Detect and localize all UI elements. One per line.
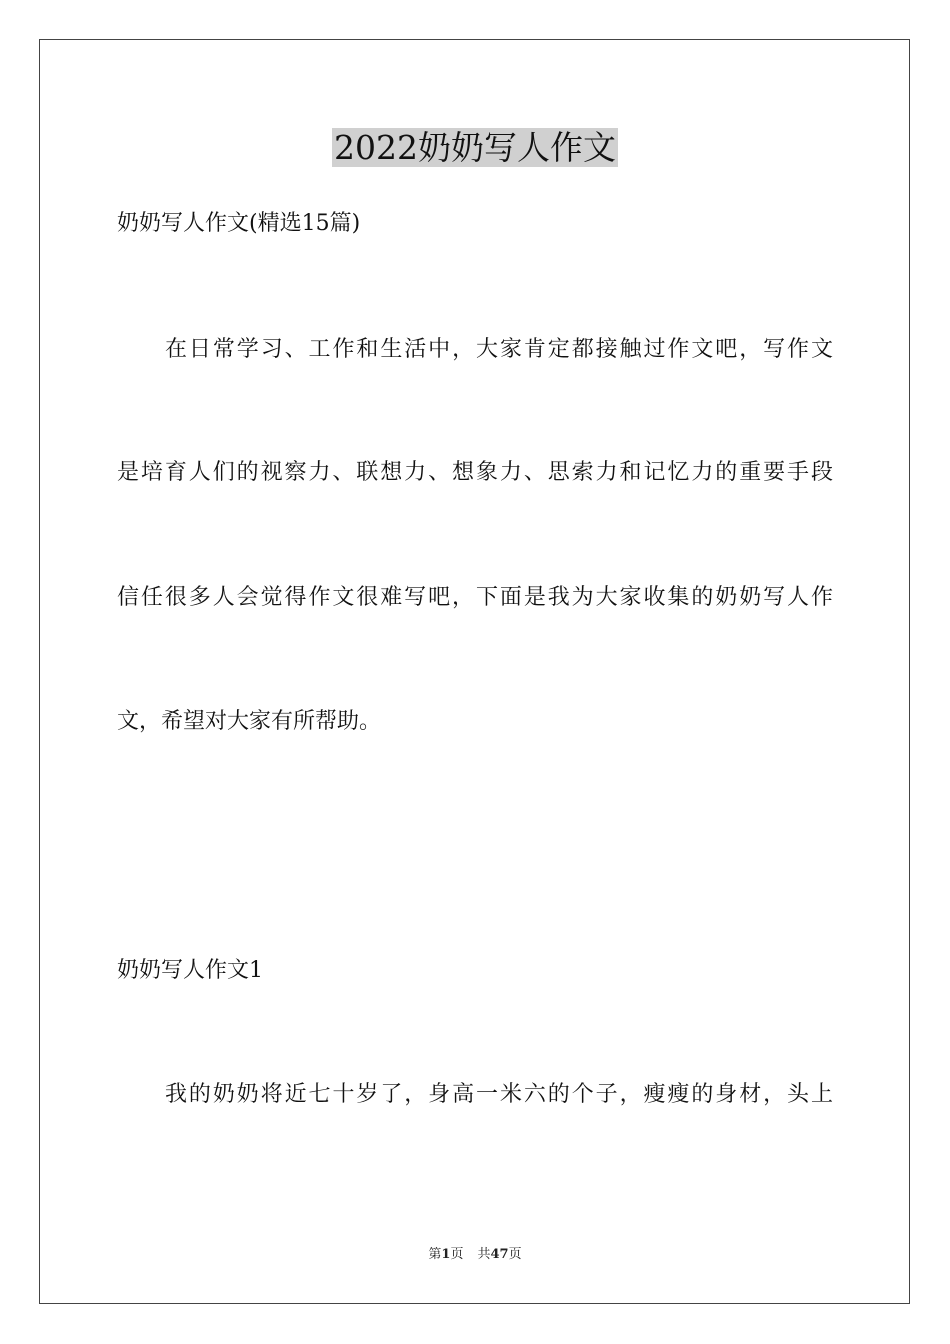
section-paragraph-line-1: 我的奶奶将近七十岁了，身高一米六的个子，瘦瘦的身材，头上 [165, 1082, 833, 1107]
intro-line-1: 在日常学习、工作和生活中，大家肯定都接触过作文吧，写作文 [165, 337, 833, 362]
footer-page-prefix: 第 [428, 1247, 442, 1262]
intro-line-3: 信任很多人会觉得作文很难写吧，下面是我为大家收集的奶奶写人作 [117, 585, 833, 610]
section-heading: 奶奶写人作文1 [117, 958, 263, 983]
intro-line-4: 文，希望对大家有所帮助。 [117, 709, 382, 734]
footer-total-pages: 47 [490, 1247, 509, 1262]
page-footer [0, 1246, 950, 1264]
footer-page-number: 1 [441, 1247, 451, 1262]
footer-total-suffix: 页 [508, 1247, 522, 1262]
intro-line-2: 是培育人们的视察力、联想力、想象力、思索力和记忆力的重要手段 [117, 460, 833, 485]
footer-page-suffix: 页 [450, 1247, 464, 1262]
document-subtitle: 奶奶写人作文(精选15篇) [117, 211, 361, 236]
document-title [0, 125, 950, 171]
footer-total-prefix: 共 [477, 1247, 491, 1262]
document-title-text: 2022奶奶写人作文 [334, 128, 616, 167]
